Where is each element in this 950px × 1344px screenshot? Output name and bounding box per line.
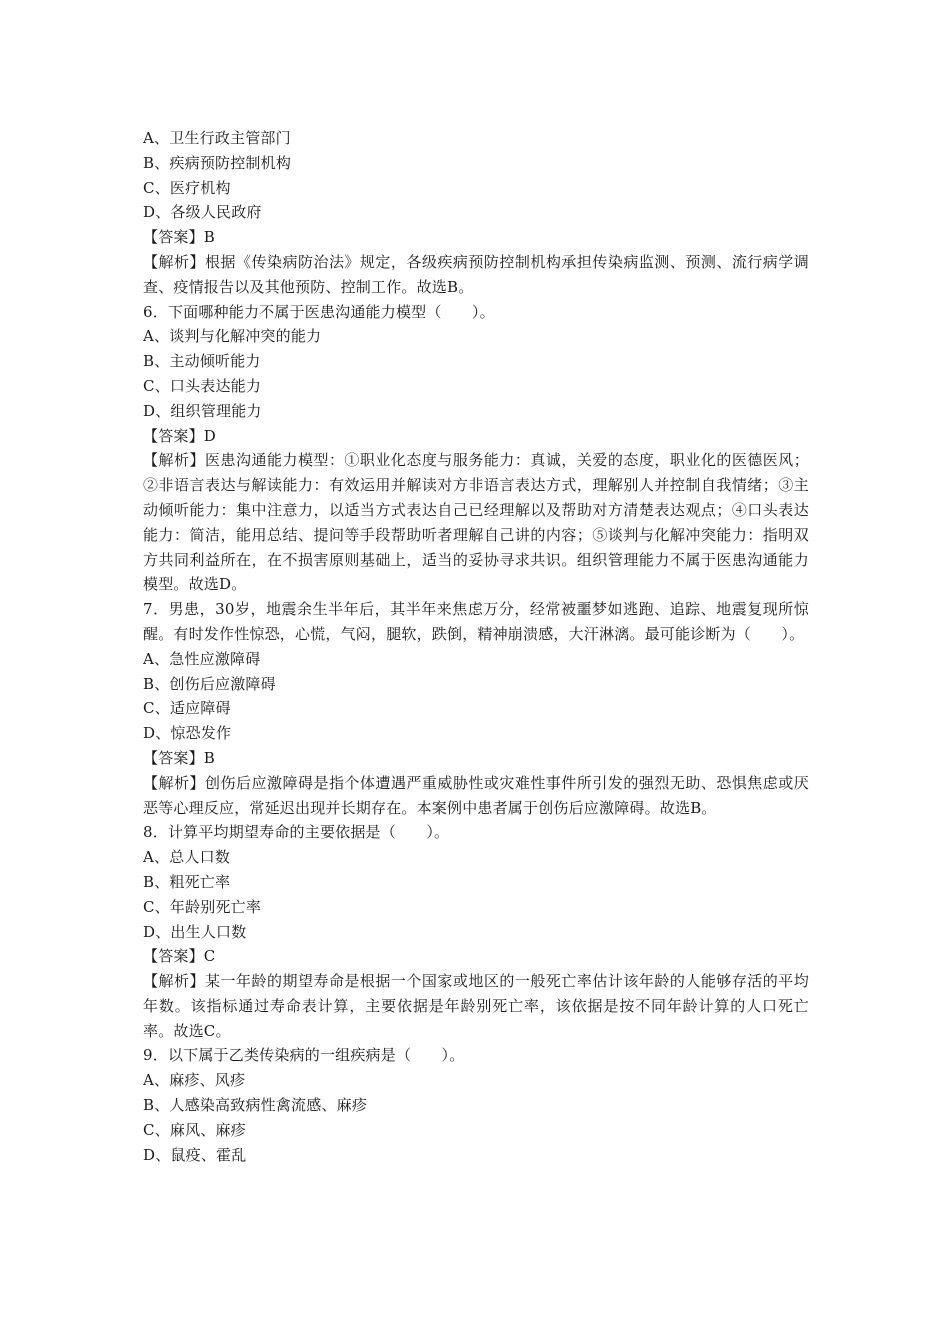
option-text: D、各级人民政府: [143, 203, 262, 222]
option-text: D、出生人口数: [143, 922, 247, 941]
answer-text: 【答案】B: [143, 228, 216, 247]
option-text: A、急性应激障碍: [143, 649, 261, 668]
option-text: C、麻风、麻疹: [143, 1120, 246, 1139]
option-text: D、惊恐发作: [143, 724, 232, 743]
explanation-text: 【解析】某一年龄的期望寿命是根据一个国家或地区的一般死亡率估计该年龄的人能够存活的平均年数。该指标通过寿命表计算，主要依据是年龄别死亡率，该依据是按不同年龄计算的人口死亡率。故选C。: [143, 972, 809, 1040]
answer-text: 【答案】D: [143, 426, 217, 445]
option-text: D、鼠疫、霍乱: [143, 1145, 247, 1164]
option-text: B、疾病预防控制机构: [143, 153, 292, 172]
option-text: B、人感染高致病性禽流感、麻疹: [143, 1096, 368, 1115]
option-text: A、总人口数: [143, 848, 231, 867]
option-text: C、口头表达能力: [143, 376, 262, 395]
option-text: A、麻疹、风疹: [143, 1071, 246, 1090]
option-text: A、谈判与化解冲突的能力: [143, 327, 322, 346]
option-text: B、粗死亡率: [143, 872, 231, 891]
question-text: 7．男患，30岁，地震余生半年后，其半年来焦虑万分，经常被噩梦如逃跑、追踪、地震复现所惊醒。有时发作性惊恐，心慌，气闷，腿软，跌倒，精神崩溃感，大汗淋漓。最可能诊断为（ ）。: [143, 600, 809, 643]
question-text: 9．以下属于乙类传染病的一组疾病是（ ）。: [143, 1046, 465, 1065]
option-text: A、卫生行政主管部门: [143, 129, 291, 147]
option-text: C、适应障碍: [143, 699, 231, 718]
option-text: B、主动倾听能力: [143, 352, 261, 371]
answer-text: 【答案】C: [143, 947, 216, 966]
explanation-text: 【解析】根据《传染病防治法》规定，各级疾病预防控制机构承担传染病监测、预测、流行病学调查、疫情报告以及其他预防、控制工作。故选B。: [143, 252, 809, 296]
document-page: [143, 126, 809, 1167]
question-text: 6．下面哪种能力不属于医患沟通能力模型（ ）。: [143, 302, 495, 321]
option-text: D、组织管理能力: [143, 401, 262, 420]
option-text: C、年龄别死亡率: [143, 897, 262, 916]
explanation-text: 【解析】医患沟通能力模型：①职业化态度与服务能力：真诚，关爱的态度，职业化的医德医风；②非语言表达与解读能力：有效运用并解读对方非语言表达方式，理解别人并控制自我情绪；③主动倾听能力：集中注意力，以适当方式表达自己已经理解以及帮助对方清楚表达观点；④口头表达能力：简洁，能用总结、提问等手段帮助听者理解自己讲的内容；⑤谈判与化解冲突能力：指明双方共同利益所在，在不损害原则基础上，适当的妥协寻求共识。组织管理能力不属于医患沟通能力模型。故选D。: [143, 451, 809, 594]
answer-text: 【答案】B: [143, 748, 216, 767]
option-text: B、创伤后应激障碍: [143, 674, 276, 693]
question-text: 8．计算平均期望寿命的主要依据是（ ）。: [143, 823, 450, 842]
option-text: C、医疗机构: [143, 178, 231, 197]
explanation-text: 【解析】创伤后应激障碍是指个体遭遇严重威胁性或灾难性事件所引发的强烈无助、恐惧焦虑或厌恶等心理反应，常延迟出现并长期存在。本案例中患者属于创伤后应激障碍。故选B。: [143, 773, 809, 817]
